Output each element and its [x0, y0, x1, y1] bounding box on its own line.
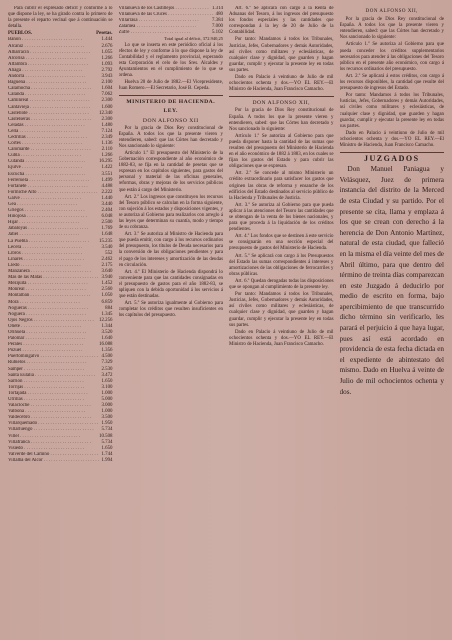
- pueblo-amount: 1.444: [101, 37, 113, 43]
- juzgados-heading: JUZGADOS: [363, 154, 420, 164]
- pueblo-name: Linares . . .: [8, 257, 84, 263]
- pueblo-name: Calanda . . .: [8, 92, 85, 98]
- pueblo-amount: 480: [215, 12, 223, 18]
- pueblo-amount: 3.551: [101, 171, 113, 177]
- pueblo-name: Perales . . .: [8, 342, 83, 348]
- column-3: [229, 6, 334, 636]
- pueblo-amount: 5.734: [101, 427, 113, 433]
- pueblo-name: Andorra . . .: [8, 74, 85, 80]
- pueblo-amount: 5.734: [101, 439, 113, 445]
- pueblo-name: Aliaga . . .: [8, 68, 82, 74]
- pueblo-name: Tortajada . . .: [8, 391, 88, 397]
- pueblo-name: Samper . . .: [8, 367, 84, 373]
- pueblo-amount: 1.604: [101, 86, 113, 92]
- pueblo-name: Cantavieja . . .: [8, 105, 90, 111]
- pueblo-name: Palomar . . .: [8, 336, 85, 342]
- pueblo-amount: 884: [105, 305, 113, 311]
- pueblo-amount: 6.859: [101, 299, 113, 305]
- pueblo-amount: 5.000: [101, 397, 113, 402]
- pueblos-heading: PUEBLOS.: [8, 31, 33, 37]
- pueblo-name: Híjar . . .: [8, 220, 79, 226]
- pueblo-name: Jatiel . . .: [8, 232, 79, 238]
- paragraph: Art. 6.º Se aplicará con cargo á la Renta de Aduanas del Tesoro, á los ingresos del presupuesto los fondos especiales y las cantidades que correspondan á la ley de 20 de Julio de la Contabilidad.: [229, 6, 334, 36]
- pueblo-amount: 1.266: [101, 153, 113, 159]
- pueblo-name: Visiedo . . .: [8, 446, 84, 452]
- pueblo-amount: 1.499: [101, 177, 113, 183]
- pueblo-amount: 12.340: [99, 110, 113, 116]
- pueblo-amount: 1.266: [101, 55, 113, 61]
- pueblo-amount: 1.650: [101, 445, 113, 451]
- pueblo-name: Calamocha . . .: [8, 86, 91, 92]
- paragraph: Por la gracia de Dios Rey constitucional de España. A todos los que la presente vieren y entendieren, sabed: que las Córtes han decretado y Nos sancionado lo siguiente:: [118, 125, 223, 149]
- paragraph: Art. 6.º Quedan derogadas todas las disposiciones que se opongan al cumplimiento de la presente ley.: [229, 278, 334, 291]
- paragraph: Art. 2.º Se concede al mismo Ministerio un crédito extraordinario para satisfacer los gastos que originen las obras de reforma y ensanche de los edificios del Estado destinados al servicio público de la Hacienda y Tribunales de Justicia.: [229, 171, 334, 201]
- pueblo-amount: 3.100: [101, 384, 113, 390]
- paragraph: Lo que se inserta en este periódico oficial á los efectos de ley y conforme á lo que dispone la ley de Contabilidad y el reglamento provincial, esperando esta Corporación el celo de los Sres. Alcaldes y Ayuntamientos en el cumplimiento de lo que se ordena.: [118, 42, 223, 79]
- pueblo-name: Alcorisa . . .: [8, 56, 86, 62]
- paragraph: Art. 5.º Se aplicará con cargo á los Presupuestos del Estado las sumas correspondientes á intereses y amortizaciones de las obligaciones de ferrocarriles y obras públicas.: [229, 253, 334, 277]
- paragraph: Art. 2.º Los ingresos que constituyen los recursos del Tesoro público se calculan en la forma siguiente, con sujeción á los estados y disposiciones vigentes, y se autoriza al Gobierno para realizarlos con arreglo á las leyes que determinan su cuantía, modo y tiempo de su cobranza.: [118, 194, 223, 231]
- pueblo-name: Orihuela . . .: [8, 330, 86, 336]
- pueblo-name: Mora . . .: [8, 300, 80, 306]
- signature-paragraph: Dado en Palacio á veintiuno de Julio de mil ochocientos ochenta y dos.—YO EL REY.—El Ministro de Hacienda, Juan Francisco Camacho.: [229, 75, 334, 93]
- paragraph: Artículo 1.º El presupuesto del Ministerio de la Gobernación correspondiente al año económico de 1882-83, se fija en la cantidad de pesetas que se expresan en los capítulos siguientes, para gastos del personal y material de las oficinas generales, reformas, obras y mejoras de los servicios públicos que están á cargo del Ministerio.: [118, 150, 223, 193]
- pueblo-name: Galve . . .: [8, 196, 81, 202]
- pueblo-name: Villafranca . . .: [8, 440, 91, 446]
- pueblo-name: Escucha . . .: [8, 172, 85, 178]
- pueblo-name: Valacloche . . .: [8, 403, 91, 409]
- paragraph: Art. 5.º Se autoriza igualmente al Gobierno para completar los créditos que resulten insuficientes en los capítulos del presupuesto.: [118, 301, 223, 319]
- pueblo-name: Valbona . . .: [8, 409, 85, 415]
- pueblo-name: Ejulve . . .: [8, 165, 82, 171]
- pueblo-amount: 2.792: [101, 67, 113, 73]
- pueblo-amount: 3.940: [101, 275, 113, 281]
- pueblo-name: Puertomingalvo . . .: [8, 354, 99, 360]
- signature-paragraph: Dado en Palacio á veintiuno de Julio de mil ochocientos ochenta y dos.—YO EL REY.—El Ministro de Hacienda, Juan Francisco Camacho.: [229, 329, 334, 347]
- pueblo-amount: 2.676: [101, 43, 113, 49]
- pueblo-amount: 2.300: [101, 98, 113, 104]
- pueblo-amount: 2.349: [101, 134, 113, 140]
- paragraph: Por tanto: Mandamos á todos los Tribunales, Justicias, Jefes, Gobernadores y demás Autoridades, así civiles como militares y eclesiásticas, de cualquier clase y dignidad, que guarden y hagan guardar, cumplir y ejecutar la presente ley en todas sus partes.: [229, 37, 334, 73]
- pueblo-amount: 2.110: [101, 147, 113, 153]
- pueblo-amount: 7.329: [101, 360, 113, 366]
- pueblo-name: Ferreruela . . .: [8, 178, 89, 184]
- paragraph: Art. 3.º Se autoriza al Gobierno para que pueda aplicar á las atenciones del Tesoro las cantidades que se obtengan de la venta de los bienes nacionales, y para que proceda á la liquidación de los créditos pendientes.: [229, 202, 334, 233]
- divider: [119, 95, 224, 96]
- pueblo-name: Valverde del Camino . . .: [8, 452, 99, 458]
- paragraph: Por la gracia de Dios Rey constitucional de España. A todos los que la presente vieren y entendieren, sabed: que las Córtes han decretado y Nos sancionado lo siguiente:: [339, 17, 444, 41]
- pueblo-name: Mas de las Matas . . .: [8, 275, 99, 281]
- pueblo-amount: 1.422: [101, 165, 113, 171]
- columns: [8, 6, 444, 636]
- pueblo-amount: 2.500: [101, 220, 113, 226]
- pueblo-name: Cella . . .: [8, 129, 79, 135]
- pueblo-name: Montalbán . . .: [8, 293, 90, 299]
- pueblo-amount: 2.300: [101, 116, 113, 122]
- pueblo-name: Fortanete . . .: [8, 184, 88, 190]
- pueblo-amount: 1.093: [101, 61, 113, 67]
- pueblo-amount: 2.175: [101, 262, 113, 268]
- pueblo-amount: 3.540: [101, 244, 113, 250]
- pueblo-amount: 16.088: [99, 342, 113, 348]
- edict-paragraph: Don Manuel Paniagua y Velásquez, Juez de primera instancia del distrito de la Merced de esta Ciudad y su partido. Por el presente se cita, llama y emplaza á los que se crean con derecho á la herencia de Don Antonio Martínez, natural de esta ciudad, que falleció en la misma el día veinte del mes de Abril último, para que dentro del término de treinta días comparezcan en este Juzgado á deducirlo por medio de escrito en forma, bajo apercibimiento de que transcurrido dicho término sin verificarlo, les parará el perjuicio á que haya lugar, pues así está acordado en providencia de esta fecha dictada en el expediente de abintestato del mismo. Dado en Huelva á veinte de Julio de mil ochocientos ochenta y dos.: [339, 165, 444, 396]
- pueblo-amount: 7.062: [101, 92, 113, 98]
- pueblo-name: Villarquemado . . .: [8, 421, 98, 427]
- pueblo-name: Monreal . . .: [8, 287, 86, 293]
- pueblo-amount: 1.452: [101, 281, 113, 287]
- pueblo-amount: 7.124: [101, 128, 113, 134]
- pueblo-name: Villanueva de los Castillejos . . .: [119, 6, 210, 12]
- intro-paragraph: Para cubrir el expresado déficit y conforme á lo que dispone la ley, se ha girado contra lo primero de la presente el reparto vecinal que á continuación se detalla.: [8, 6, 113, 30]
- column-2: [119, 6, 224, 636]
- pueblo-amount: 552: [105, 250, 113, 256]
- pueblo-name: Báguena . . .: [8, 80, 86, 86]
- pueblo-name: Rubielos . . .: [8, 360, 87, 366]
- paragraph: Art. 4.º El Ministerio de Hacienda dispondrá lo conveniente para que las cantidades consignadas en el presupuesto de gastos para el año 1882-83, se apliquen con la debida oportunidad á los servicios á que están destinadas.: [118, 269, 223, 300]
- column-4: [340, 6, 445, 636]
- pueblo-name: Manzanera . . .: [8, 269, 91, 275]
- pueblo-name: Formiche Alto . . .: [8, 190, 98, 196]
- rey-heading: DON ALFONSO XII,: [365, 9, 418, 14]
- pueblo-name: Oliete . . .: [8, 324, 81, 330]
- pueblo-name: Sarrión . . .: [8, 379, 84, 385]
- pueblo-amount: 1.440: [101, 195, 113, 201]
- pueblo-name: Ojos Negros . . .: [8, 318, 94, 324]
- pueblos-list-continued: [119, 6, 224, 36]
- pueblo-name: Zalamea . . .: [119, 24, 197, 30]
- pueblo-name: Nogueras . . .: [8, 306, 88, 312]
- pueblo-name: Pozuel . . .: [8, 348, 82, 354]
- pueblo-amount: 7.384: [211, 18, 223, 24]
- pueblo-name: Villalba del Alcor . . .: [8, 458, 99, 464]
- pueblo-name: Alcañiz . . .: [8, 44, 84, 50]
- pueblo-name: Lledó . . .: [8, 263, 81, 269]
- pueblo-name: Mezquita . . .: [8, 281, 88, 287]
- pueblo-amount: 4.500: [101, 354, 113, 360]
- pueblo-name: La Puebla . . .: [8, 239, 89, 245]
- pueblo-amount: 2.222: [101, 189, 113, 195]
- pesetas-heading: Pesetas.: [96, 31, 113, 37]
- pueblo-amount: 1.136: [101, 141, 113, 147]
- divider: [229, 96, 334, 97]
- column-1: [8, 6, 113, 636]
- paragraph: Art. 2.º Se aplicará á estos créditos, con cargo á los recursos disponibles, la cantidad que resulte del presupuesto de ingresos del Estado.: [339, 73, 444, 92]
- pueblo-amount: 5.102: [211, 30, 223, 36]
- pueblo-amount: 2.462: [101, 256, 113, 262]
- paragraph: Artículo 1.º Se autoriza al Gobierno para que pueda disponer hasta la cantidad de las sumas que resulten del presupuesto del Ministerio de Hacienda en el año económico de 1882 á 1883, en los cuales se fijan los gastos del Estado y para cubrir las obligaciones que se expresan.: [229, 133, 334, 170]
- pueblo-name: Villel . . .: [8, 434, 80, 440]
- pueblo-amount: 3.500: [101, 415, 113, 421]
- pueblos-list: [8, 37, 113, 464]
- pueblo-name: Cubla . . .: [8, 153, 81, 159]
- pueblo-amount: 6.048: [101, 214, 113, 220]
- pueblo-amount: 2.560: [101, 287, 113, 293]
- pueblo-name: Jabaloyas . . .: [8, 226, 88, 232]
- paragraph: Por tanto: Mandamos á todos los Tribunales, Justicias, Jefes, Gobernadores y demás Autoridades, así civiles como militares y eclesiásticas, de cualquier clase y dignidad, que guarden y hagan guardar, cumplir y ejecutar la presente ley en todas sus partes.: [229, 292, 334, 328]
- pueblo-name: Gea . . .: [8, 202, 77, 208]
- paragraph: Por tanto: Mandamos á todos los Tribunales, Justicias, Jefes, Gobernadores y demás Autoridades, así civiles como militares y eclesiásticas, de cualquier clase y dignidad, que guarden y hagan guardar, cumplir y ejecutar la presente ley en todas sus partes.: [339, 93, 444, 129]
- paragraph: Por la gracia de Dios Rey constitucional de España. A todos los que la presente vieren y entendieren, sabed: que las Córtes han decretado y Nos sancionado lo siguiente:: [229, 108, 334, 132]
- signature-paragraph: Huelva 20 de Julio de 1882.—El Vicepresidente, Juan Romero.—El Secretario, José B. Cepeda.: [118, 80, 223, 92]
- pueblo-name: Griegos . . .: [8, 208, 85, 214]
- pueblo-amount: 3.000: [101, 403, 113, 409]
- pueblo-name: Hinojosa . . .: [8, 214, 87, 220]
- pueblo-name: Cutanda . . .: [8, 159, 85, 165]
- pueblo-amount: 1.744: [101, 451, 113, 457]
- section-heading: MINISTERIO DE HACIENDA.: [126, 99, 216, 106]
- pueblo-amount: 1.950: [101, 421, 113, 427]
- pueblo-amount: 1.345: [101, 311, 113, 317]
- pueblo-amount: 15.235: [99, 238, 113, 244]
- pueblo-name: Celadas . . .: [8, 123, 85, 129]
- divider: [340, 152, 445, 153]
- pueblo-amount: 1.650: [101, 378, 113, 384]
- paragraph: Artículo 1.º Se autoriza al Gobierno para que pueda conceder los créditos supplementarios necesarios para atender á las obligaciones del Tesoro público en el presente año económico, con cargo á los recursos ordinarios del presupuesto.: [339, 42, 444, 72]
- pueblo-name: Albarracín . . .: [8, 50, 90, 56]
- pueblo-name: Utrillas . . .: [8, 397, 84, 403]
- pueblo-amount: 2.404: [101, 208, 113, 214]
- pueblo-amount: 1.769: [101, 226, 113, 232]
- pueblo-amount: 2.530: [101, 366, 113, 372]
- pueblo-amount: 1.600: [101, 104, 113, 110]
- pueblo-amount: 1.000: [101, 409, 113, 415]
- pueblo-name: Valdecebro . . .: [8, 415, 91, 421]
- pueblo-name: Castellote . . .: [8, 111, 89, 117]
- paragraph: Art. 3.º Se autoriza al Ministro de Hacienda para que pueda emitir, con cargo á los recursos ordinarios del presupuesto, los títulos de Deuda necesarios para la conversión de las obligaciones pendientes y para el pago de los intereses y amortización de las deudas en circulación.: [118, 232, 223, 268]
- pueblo-name: Villarrasa . . .: [119, 18, 199, 24]
- pueblo-amount: 1.994: [101, 457, 113, 463]
- pueblo-amount: 12.256: [99, 317, 113, 323]
- pueblo-name: Lécera . . .: [8, 245, 82, 251]
- pueblo-amount: 1.344: [101, 323, 113, 329]
- pueblo-amount: 1.050: [101, 293, 113, 299]
- pueblo-amount: 7.000: [211, 24, 223, 30]
- pueblo-name: Torrijas . . .: [8, 385, 84, 391]
- pueblo-amount: 4.488: [101, 183, 113, 189]
- pueblo-amount: 1.480: [101, 122, 113, 128]
- pueblo-amount: 1.640: [101, 336, 113, 342]
- pueblo-amount: 3.520: [101, 329, 113, 335]
- ley-heading: LEY.: [163, 108, 178, 115]
- pueblo-name: Villarluengo . . .: [8, 427, 94, 433]
- pueblo-name: Libros . . .: [8, 251, 82, 257]
- pueblo-amount: 10.508: [99, 433, 113, 439]
- pueblo-amount: 3.440: [101, 202, 113, 207]
- pueblo-name: Bañón . . .: [8, 37, 82, 43]
- pueblo-name: Alfambra . . .: [8, 62, 88, 68]
- pueblo-name: Castelserás . . .: [8, 117, 91, 123]
- pueblo-name: Santa Eulalia . . .: [8, 373, 95, 379]
- pueblo-name: Cortes . . .: [8, 141, 82, 147]
- rey-heading: DON ALFONSO XII: [142, 117, 199, 124]
- table-row: [8, 458, 113, 464]
- pueblo-amount: 1.000: [101, 390, 113, 396]
- pueblo-amount: 3.472: [101, 372, 113, 378]
- pueblo-amount: 3.943: [101, 74, 113, 80]
- paragraph: Art. 4.º Los fondos que se destinen á este servicio se consignarán en una sección especial del presupuesto de gastos del Ministerio de Hacienda.: [229, 234, 334, 252]
- pueblo-name: Noguera . . .: [8, 312, 86, 318]
- rey-heading: DON ALFONSO XII,: [252, 100, 311, 107]
- pueblo-amount: 16.295: [99, 159, 113, 165]
- pueblo-amount: 1.648: [101, 232, 113, 238]
- pueblo-amount: 1.314: [211, 6, 223, 11]
- pueblo-name: Calomarde . . .: [8, 147, 91, 153]
- pueblo-name: Caminreal . . .: [8, 98, 90, 104]
- pueblo-name: Zufre . . .: [119, 30, 191, 36]
- pueblo-amount: 1.055: [101, 49, 113, 55]
- pueblo-amount: 1.356: [101, 348, 113, 354]
- pueblo-name: Cedrillas . . .: [8, 135, 87, 141]
- pueblo-amount: 3.640: [101, 269, 113, 275]
- pueblo-amount: 2.100: [101, 80, 113, 86]
- total-line: Total igual al déficit, 372.940,25: [164, 36, 223, 42]
- signature-paragraph: Dado en Palacio á veintiuno de Julio de mil ochocientos ochenta y dos.—YO EL REY.—El Ministro de Hacienda, Juan Francisco Camacho.: [339, 130, 444, 148]
- pueblo-name: Villanueva de las Cruces . . .: [119, 12, 214, 18]
